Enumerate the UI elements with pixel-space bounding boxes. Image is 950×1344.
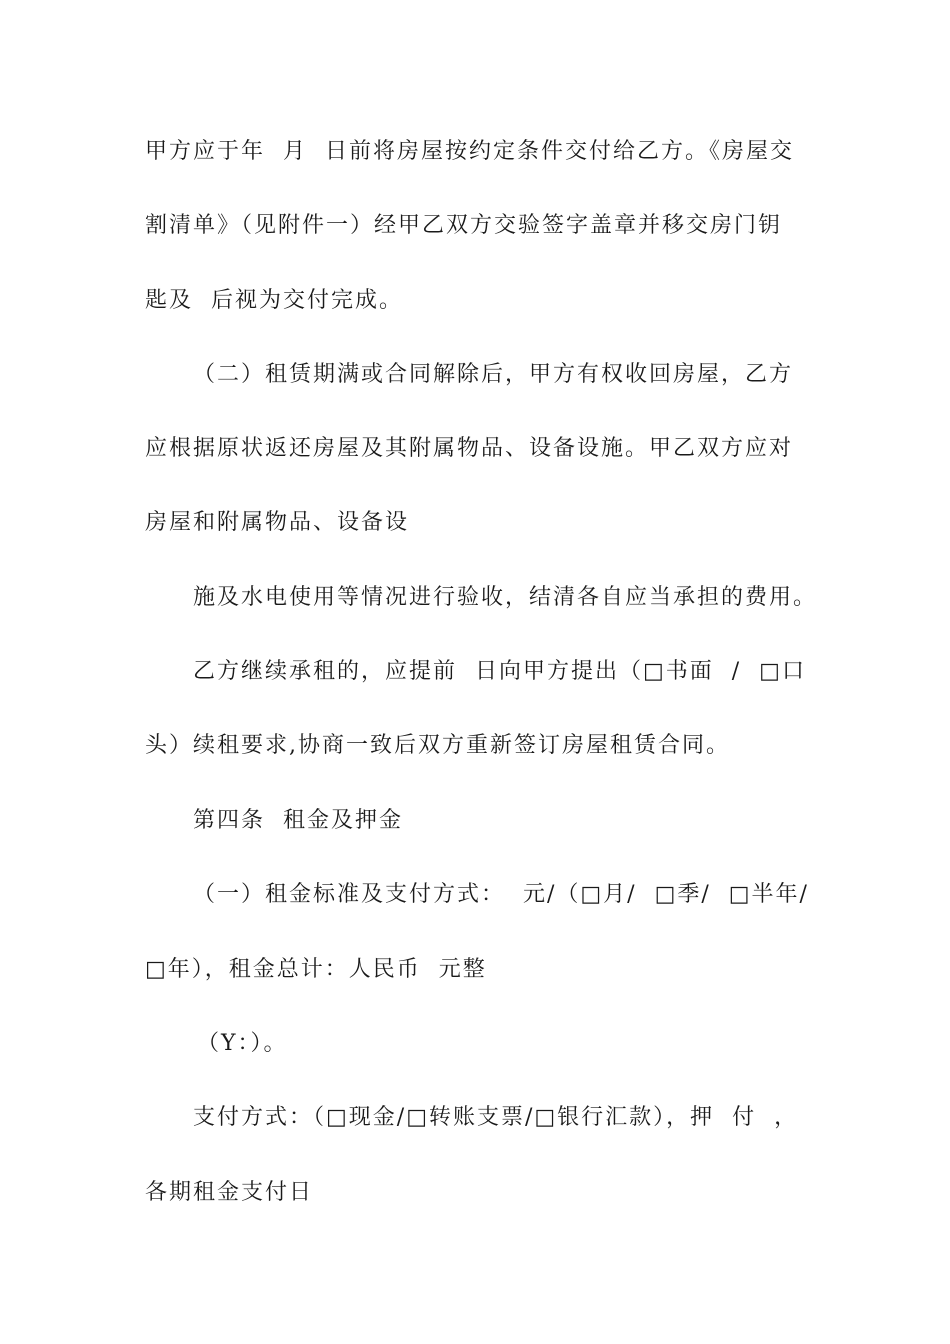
text-line: □年），租金总计：人民币 元整 [145,957,487,982]
text-line: 乙方继续承租的，应提前 日向甲方提出（□书面 / □口 [193,659,806,684]
text-line: 割清单》（见附件一）经甲乙双方交验签字盖章并移交房门钥 [145,213,783,238]
text-line: （一）租金标准及支付方式： 元/（□月/ □季/ □半年/ [193,882,809,907]
text-line: 应根据原状返还房屋及其附属物品、设备设施。甲乙双方应对 [145,436,794,461]
section-heading: 第四条 租金及押金 [193,808,403,833]
text-line: 甲方应于年 月 日前将房屋按约定条件交付给乙方。《房屋交 [145,139,794,164]
text-line: （二）租赁期满或合同解除后，甲方有权收回房屋，乙方 [193,362,794,387]
text-line: 施及水电使用等情况进行验收，结清各自应当承担的费用。 [193,585,818,610]
text-line: 各期租金支付日 [145,1180,314,1205]
text-line: 匙及 后视为交付完成。 [145,288,403,313]
text-line: 房屋和附属物品、设备设 [145,510,410,535]
text-line: 头）续租要求,协商一致后双方重新签订房屋租赁合同。 [145,733,730,758]
text-line: 支付方式：（□现金/□转账支票/□银行汇款），押 付 ， [193,1105,799,1130]
text-line: （Y：）。 [197,1031,288,1056]
